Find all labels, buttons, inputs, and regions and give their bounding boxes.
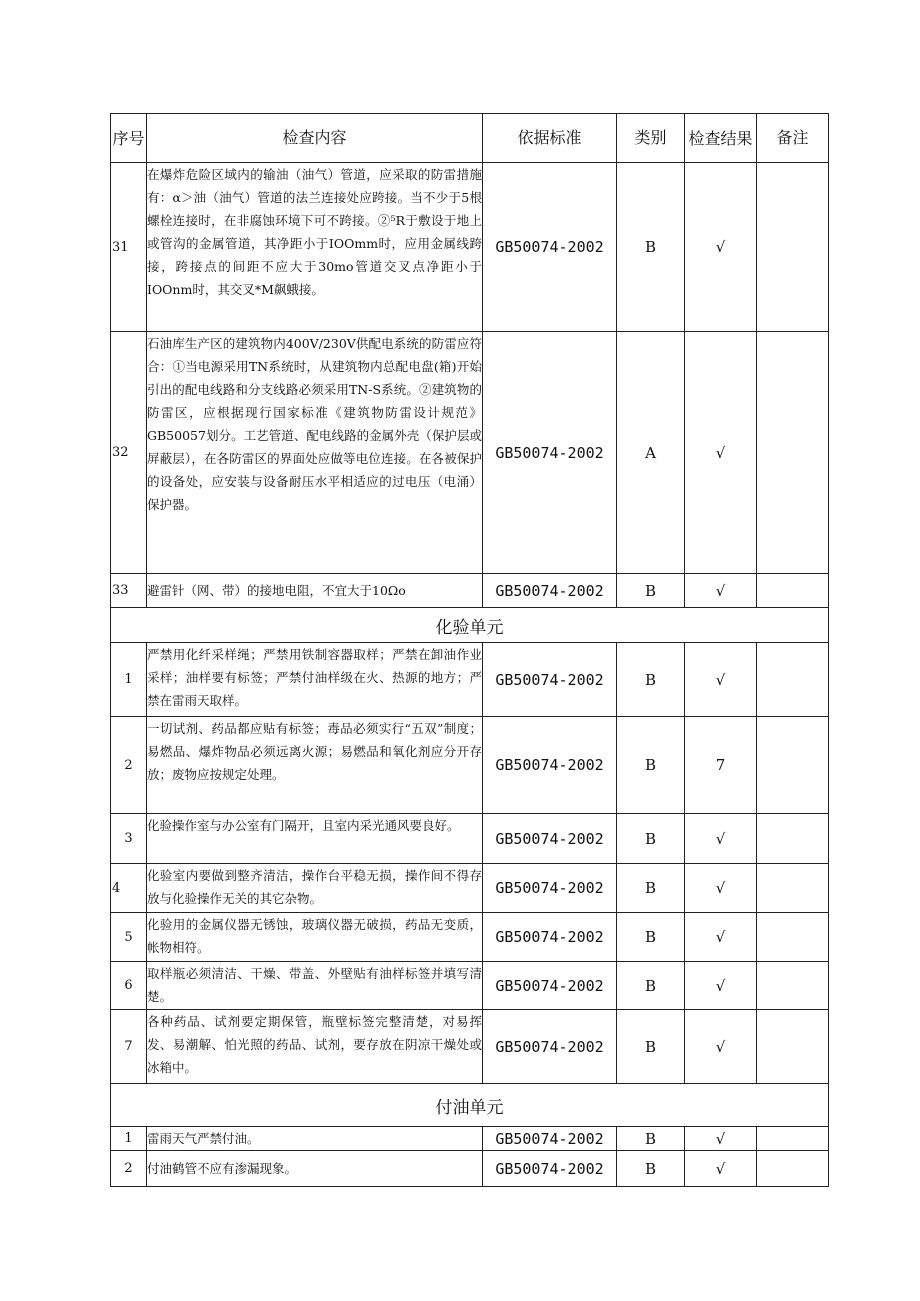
row-number: 3 (111, 814, 147, 864)
row-category: B (617, 574, 685, 608)
row-standard: GB50074-2002 (483, 814, 617, 864)
row-content: 付油鹤管不应有渗漏现象。 (147, 1151, 483, 1187)
row-result: √ (685, 332, 757, 574)
row-result: √ (685, 962, 757, 1010)
row-standard: GB50074-2002 (483, 962, 617, 1010)
row-number: 31 (111, 163, 147, 332)
row-content: 雷雨天气严禁付油。 (147, 1127, 483, 1151)
section-title-fuel: 付油单元 (111, 1084, 829, 1127)
section-row (111, 608, 829, 643)
section-title-lab: 化验单元 (111, 608, 829, 643)
row-content: 严禁用化纤采样绳；严禁用铁制容器取样；严禁在卸油作业采样；油样要有标签；严禁付油样级在火、热源的地方；严禁在雷雨天取样。 (147, 643, 483, 717)
row-result: √ (685, 864, 757, 913)
row-category: B (617, 962, 685, 1010)
row-content: 石油库生产区的建筑物内400V/230V供配电系统的防雷应符合：①当电源采用TN系统时，从建筑物内总配电盘(箱)开始引出的配电线路和分支线路必须采用TN-S系统。②建筑物的防雷区，应根据现行国家标准《建筑物防雷设计规范》GB50057划分。工艺管道、配电线路的金属外壳（保护层或屏蔽层），在各防雷区的界面处应做等电位连接。在各被保护的设备处，应安装与设备耐压水平相适应的过电压（电涌）保护器。 (147, 332, 483, 574)
row-result: √ (685, 1127, 757, 1151)
row-content: 化验室内要做到整齐清洁，操作台平稳无损，操作间不得存放与化验操作无关的其它杂物。 (147, 864, 483, 913)
row-result: √ (685, 814, 757, 864)
row-number: 2 (111, 1151, 147, 1187)
row-number: 7 (111, 1010, 147, 1084)
row-category: B (617, 913, 685, 962)
table-row (111, 913, 829, 962)
row-number: 5 (111, 913, 147, 962)
row-category: B (617, 717, 685, 814)
header-note: 备注 (757, 114, 829, 163)
row-category: B (617, 163, 685, 332)
row-standard: GB50074-2002 (483, 864, 617, 913)
row-result: √ (685, 574, 757, 608)
table-row (111, 1151, 829, 1187)
table-row (111, 864, 829, 913)
row-standard: GB50074-2002 (483, 913, 617, 962)
row-note (757, 962, 829, 1010)
row-result: √ (685, 163, 757, 332)
header-row (111, 114, 829, 163)
row-standard: GB50074-2002 (483, 717, 617, 814)
inspection-table (110, 113, 829, 1187)
row-note (757, 163, 829, 332)
row-standard: GB50074-2002 (483, 332, 617, 574)
row-number: 2 (111, 717, 147, 814)
row-note (757, 574, 829, 608)
row-number: 33 (111, 574, 147, 608)
row-category: B (617, 1127, 685, 1151)
row-standard: GB50074-2002 (483, 1151, 617, 1187)
row-standard: GB50074-2002 (483, 643, 617, 717)
table-row (111, 814, 829, 864)
row-number: 6 (111, 962, 147, 1010)
row-content: 各种药品、试剂要定期保管，瓶壁标签完整清楚，对易挥发、易潮解、怕光照的药品、试剂，要存放在阴凉干燥处或冰箱中。 (147, 1010, 483, 1084)
row-note (757, 717, 829, 814)
header-result: 检查结果 (685, 114, 757, 163)
table-row (111, 1127, 829, 1151)
row-note (757, 864, 829, 913)
table-row (111, 643, 829, 717)
row-content: 化验用的金属仪器无锈蚀，玻璃仪器无破损，药品无变质，帐物相符。 (147, 913, 483, 962)
row-note (757, 913, 829, 962)
row-category: B (617, 643, 685, 717)
row-result: 7 (685, 717, 757, 814)
row-content: 在爆炸危险区域内的输油（油气）管道，应采取的防雷措施有：α＞油（油气）管道的法兰连接处应跨接。当不少于5根螺栓连接时，在非腐蚀环境下可不跨接。②⁵R于敷设于地上或管沟的金属管道，其净距小于IOOmm时，应用金属线跨接，跨接点的间距不应大于30mo管道交叉点净距小于IOOnm时，其交叉*M飙蛾接。 (147, 163, 483, 332)
row-number: 1 (111, 643, 147, 717)
table-row (111, 574, 829, 608)
row-note (757, 814, 829, 864)
table-row (111, 332, 829, 574)
row-result: √ (685, 1151, 757, 1187)
row-category: B (617, 864, 685, 913)
row-number: 1 (111, 1127, 147, 1151)
table-row (111, 1010, 829, 1084)
row-result: √ (685, 913, 757, 962)
row-category: B (617, 814, 685, 864)
row-number: 32 (111, 332, 147, 574)
header-category: 类别 (617, 114, 685, 163)
header-content: 检查内容 (147, 114, 483, 163)
row-content: 避雷针（网、带）的接地电阻，不宜大于10Ωo (147, 574, 483, 608)
header-standard: 依据标准 (483, 114, 617, 163)
row-category: B (617, 1151, 685, 1187)
row-note (757, 1010, 829, 1084)
row-content: 化验操作室与办公室有门隔开，且室内采光通风要良好。 (147, 814, 483, 864)
row-content: 取样瓶必须清洁、干燥、带盖、外壁贴有油样标签并填写清楚。 (147, 962, 483, 1010)
row-standard: GB50074-2002 (483, 574, 617, 608)
header-no: 序号 (111, 114, 147, 163)
row-note (757, 1151, 829, 1187)
table-row (111, 717, 829, 814)
table-row (111, 163, 829, 332)
row-note (757, 332, 829, 574)
row-standard: GB50074-2002 (483, 1010, 617, 1084)
row-content: 一切试剂、药品都应贴有标签；毒品必须实行“五双”制度；易燃品、爆炸物品必须远离火源；易燃品和氧化剂应分开存放；废物应按规定处理。 (147, 717, 483, 814)
row-category: A (617, 332, 685, 574)
row-standard: GB50074-2002 (483, 1127, 617, 1151)
row-note (757, 643, 829, 717)
section-row (111, 1084, 829, 1127)
table-row (111, 962, 829, 1010)
row-result: √ (685, 643, 757, 717)
row-note (757, 1127, 829, 1151)
row-result: √ (685, 1010, 757, 1084)
row-standard: GB50074-2002 (483, 163, 617, 332)
row-category: B (617, 1010, 685, 1084)
row-number: 4 (111, 864, 147, 913)
